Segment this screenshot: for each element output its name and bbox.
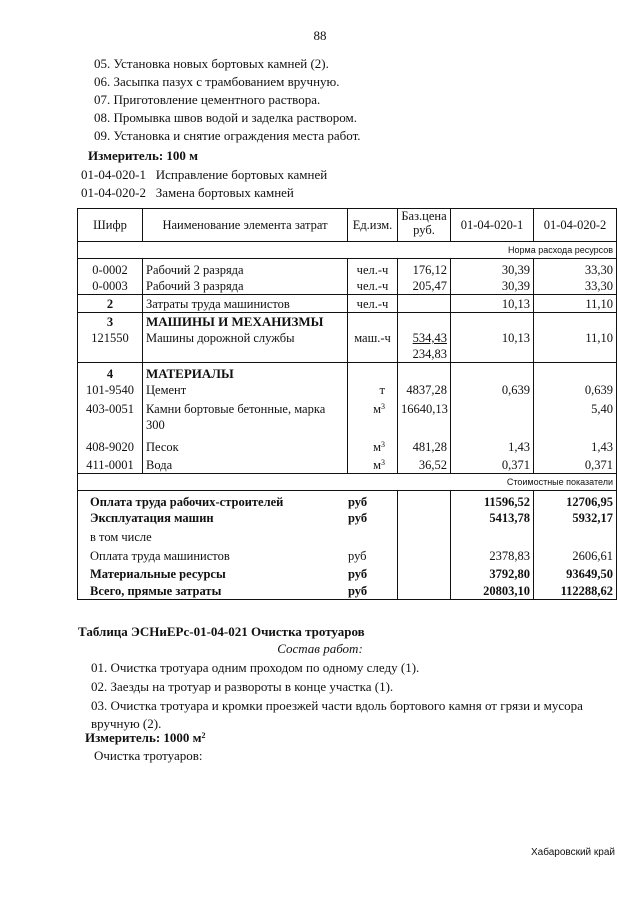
cost-row	[78, 582, 617, 600]
cost-row	[78, 526, 617, 545]
footer-region: Хабаровский край	[530, 847, 615, 858]
op-item: 06. Засыпка пазух с трамбованием вручную.	[94, 74, 340, 89]
cell-code: 408-9020	[78, 433, 143, 455]
cost-row	[78, 510, 617, 526]
cost-unit: руб	[348, 549, 367, 563]
table-row	[78, 278, 617, 295]
cell-value-2: 5,40	[534, 398, 617, 433]
cell-value-2: 33,30	[534, 278, 617, 295]
cell-name: Песок	[143, 433, 348, 455]
table-row	[78, 455, 617, 474]
cell-value-1: 10,13	[451, 295, 534, 313]
cell-name: Затраты труда машинистов	[143, 295, 348, 313]
cell-value-1: 0,639	[451, 382, 534, 398]
cost-value-2: 2606,61	[534, 545, 617, 564]
cost-value-1: 3792,80	[451, 564, 534, 582]
ops-bottom-list	[91, 659, 583, 733]
cost-unit: руб	[348, 495, 368, 509]
code-name: Замена бортовых камней	[155, 185, 294, 200]
cost-value-2: 93649,50	[534, 564, 617, 582]
table-row	[78, 433, 617, 455]
cell-price: 205,47	[398, 278, 451, 295]
cost-row	[78, 564, 617, 582]
cost-name: Оплата труда машинистов	[90, 549, 230, 563]
cell-price: 16640,13	[398, 398, 451, 433]
code-id: 01-04-020-1	[81, 167, 146, 182]
cost-value-2: 5932,17	[534, 510, 617, 526]
code-name: Исправление бортовых камней	[155, 167, 328, 182]
section-code: 4	[78, 363, 143, 383]
cost-unit: руб	[348, 567, 368, 581]
cell-unit: чел.-ч	[348, 259, 398, 279]
cell-name: Рабочий 2 разряда	[143, 259, 348, 279]
cell-unit: м	[373, 458, 381, 472]
cell-code: 2	[78, 295, 143, 313]
sidewalk-label: Очистка тротуаров:	[94, 748, 203, 763]
cell-value-2: 11,10	[534, 330, 617, 363]
cost-value-1: 5413,78	[451, 510, 534, 526]
cell-price: 36,52	[398, 455, 451, 474]
table-row	[78, 330, 617, 363]
header-price: Баз.цена руб.	[398, 209, 451, 242]
table-header-row	[78, 209, 617, 242]
header-col1: 01-04-020-1	[451, 209, 534, 242]
section-header-row	[78, 363, 617, 383]
cell-code: 411-0001	[78, 455, 143, 474]
cost-row	[78, 491, 617, 511]
cell-code: 403-0051	[78, 398, 143, 433]
op-item: 05. Установка новых бортовых камней (2).	[94, 56, 329, 71]
cost-value-2	[534, 526, 617, 545]
unit-exponent: 3	[381, 402, 385, 411]
cost-unit: руб	[348, 511, 368, 525]
cell-value-2: 0,639	[534, 382, 617, 398]
table-row	[78, 382, 617, 398]
cell-value-2: 11,10	[534, 295, 617, 313]
cost-value-1: 11596,52	[451, 491, 534, 511]
code-id: 01-04-020-2	[81, 185, 146, 200]
op-item: 03. Очистка тротуара и кромки проезжей части вдоль бортового камня от грязи и мусора	[91, 698, 583, 713]
header-name: Наименование элемента затрат	[143, 209, 348, 242]
table-row	[78, 398, 617, 433]
cell-name: Вода	[143, 455, 348, 474]
cost-row	[78, 545, 617, 564]
norm-note: Норма расхода ресурсов	[78, 242, 617, 259]
cost-value-2: 12706,95	[534, 491, 617, 511]
cell-value-1	[451, 398, 534, 433]
cost-name: Эксплуатация машин	[90, 511, 214, 525]
cost-name: Всего, прямые затраты	[90, 584, 222, 598]
cell-value-2: 33,30	[534, 259, 617, 279]
table-title: Таблица ЭСНиЕРс-01-04-021 Очистка тротуаров	[78, 624, 365, 639]
code-list	[81, 166, 327, 202]
cost-unit: руб	[348, 584, 368, 598]
cell-code: 0-0003	[78, 278, 143, 295]
resource-table	[77, 208, 617, 600]
header-col2: 01-04-020-2	[534, 209, 617, 242]
header-unit: Ед.изм.	[348, 209, 398, 242]
cell-unit: чел.-ч	[348, 295, 398, 313]
cell-value-1: 30,39	[451, 278, 534, 295]
composition-heading: Состав работ:	[277, 641, 363, 656]
cell-value-2: 1,43	[534, 433, 617, 455]
section-title: МАШИНЫ И МЕХАНИЗМЫ	[143, 313, 348, 331]
cost-value-1: 2378,83	[451, 545, 534, 564]
unit-exponent: 3	[381, 458, 385, 467]
section-header-row	[78, 313, 617, 331]
op-item: вручную (2).	[91, 716, 162, 731]
cell-price: 4837,28	[398, 382, 451, 398]
op-item: 09. Установка и снятие ограждения места работ.	[94, 128, 361, 143]
section-title: МАТЕРИАЛЫ	[143, 363, 348, 383]
cell-code: 0-0002	[78, 259, 143, 279]
cell-name: Рабочий 3 разряда	[143, 278, 348, 295]
cell-price: 176,12	[398, 259, 451, 279]
cell-unit: м	[373, 402, 381, 416]
cell-name: Камни бортовые бетонные, марка 300	[143, 398, 348, 433]
cost-note: Стоимостные показатели	[78, 474, 617, 491]
cell-unit: маш.-ч	[348, 330, 398, 363]
cost-value-1: 20803,10	[451, 582, 534, 600]
cost-value-1	[451, 526, 534, 545]
cell-name: Цемент	[143, 382, 348, 398]
table-row	[78, 259, 617, 279]
op-item: 08. Промывка швов водой и заделка раствором.	[94, 110, 357, 125]
cell-code: 101-9540	[78, 382, 143, 398]
cell-name: Машины дорожной службы	[143, 330, 348, 363]
cell-value-1: 0,371	[451, 455, 534, 474]
cost-name: в том числе	[90, 530, 152, 544]
cost-value-2: 112288,62	[534, 582, 617, 600]
cell-code: 121550	[78, 330, 143, 363]
unit-exponent: 3	[381, 440, 385, 449]
measure-unit: Измеритель: 100 м	[88, 148, 199, 163]
measure-exponent: 2	[201, 731, 206, 740]
cell-value-2: 0,371	[534, 455, 617, 474]
cell-price-secondary: 234,83	[412, 347, 447, 361]
cell-unit: т	[348, 382, 398, 398]
cell-value-1: 1,43	[451, 433, 534, 455]
op-item: 01. Очистка тротуара одним проходом по одному следу (1).	[91, 660, 420, 675]
measure-text: Измеритель: 1000 м	[85, 730, 202, 745]
table-row	[78, 295, 617, 313]
cell-price: 481,28	[398, 433, 451, 455]
cost-name: Оплата труда рабочих-строителей	[90, 495, 284, 509]
cell-price: 534,43	[412, 331, 447, 345]
op-item: 02. Заезды на тротуар и развороты в конце участка (1).	[91, 679, 394, 694]
cell-value-1: 10,13	[451, 330, 534, 363]
measure-unit-2	[85, 730, 206, 746]
cell-unit: м	[373, 440, 381, 454]
ops-top-list	[94, 55, 361, 145]
cell-price	[398, 295, 451, 313]
header-code: Шифр	[78, 209, 143, 242]
op-item: 07. Приготовление цементного раствора.	[94, 92, 321, 107]
cell-value-1: 30,39	[451, 259, 534, 279]
cost-name: Материальные ресурсы	[90, 567, 226, 581]
page-number: 88	[313, 28, 327, 43]
section-code: 3	[78, 313, 143, 331]
cell-unit: чел.-ч	[348, 278, 398, 295]
